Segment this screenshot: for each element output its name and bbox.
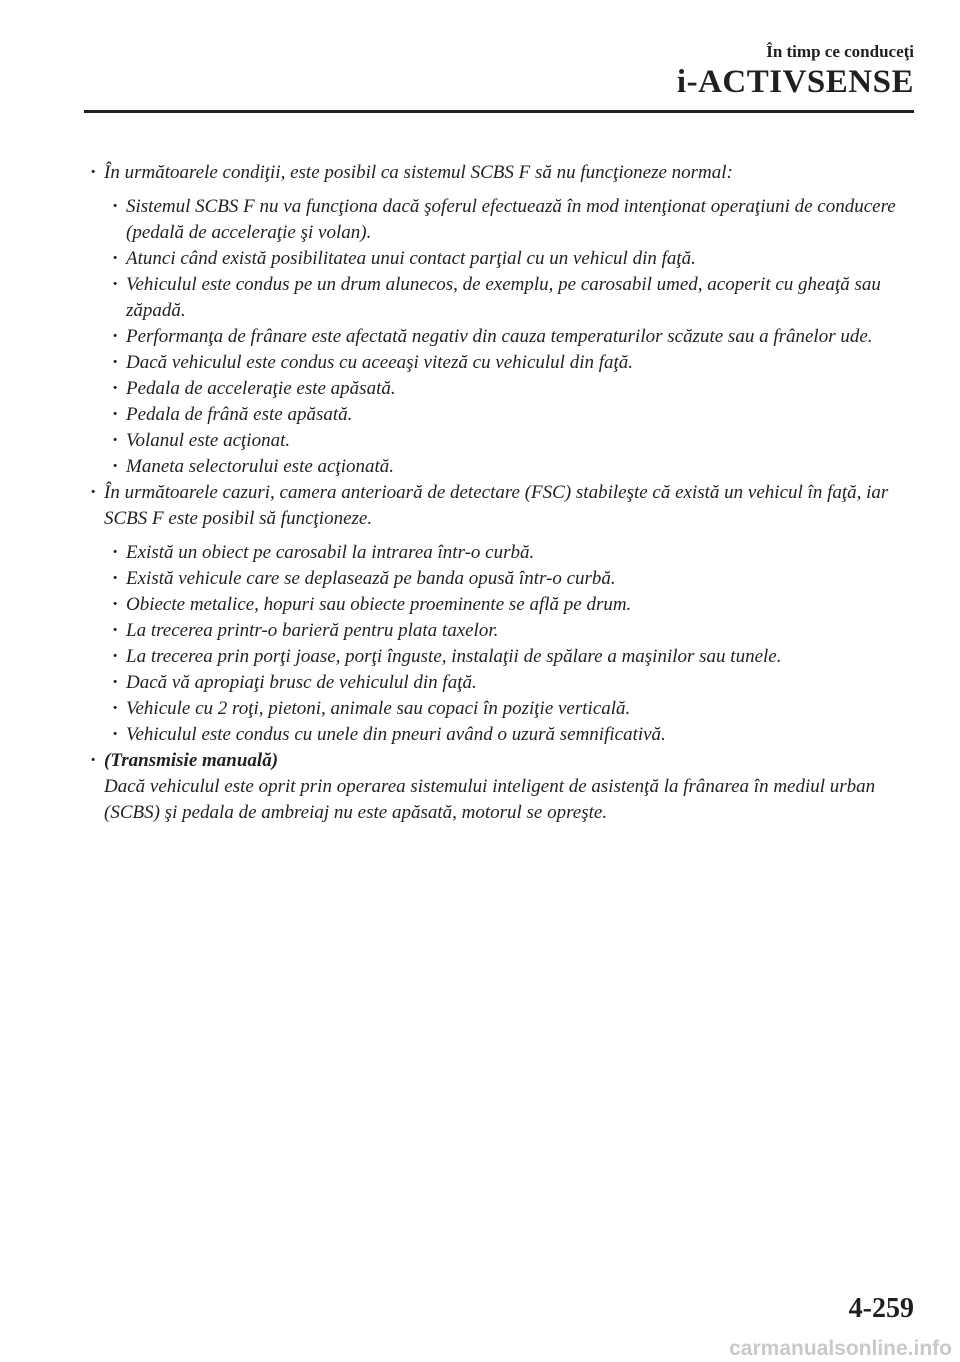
bullet-intro-2: · În următoarele cazuri, camera anterioară de detectare (FSC) stabileşte că există un vehicul în faţă, iar SCBS F este posibil să funcţioneze. [84,480,916,532]
list-item: · La trecerea prin porţi joase, porţi înguste, instalaţii de spălare a maşinilor sau tunele. [84,644,916,670]
section-subtitle: În timp ce conduceţi [766,42,914,61]
cases-list [84,540,916,748]
list-item: · Dacă vehiculul este condus cu aceeaşi viteză cu vehiculul din faţă. [84,350,916,376]
header-divider [84,110,914,113]
conditions-list [84,194,916,480]
list-item: · Obiecte metalice, hopuri sau obiecte proeminente se află pe drum. [84,592,916,618]
manual-transmission-text: Dacă vehiculul este oprit prin operarea sistemului inteligent de asistenţă la frânarea în mediul urban (SCBS) şi pedala de ambreiaj nu este apăsată, motorul se opreşte. [104,776,876,823]
list-item: · Sistemul SCBS F nu va funcţiona dacă şoferul efectuează în mod intenţionat operaţiuni de conducere (pedală de acceleraţie şi volan). [84,194,916,246]
list-item: · Vehiculul este condus pe un drum alunecos, de exemplu, pe carosabil umed, acoperit cu gheaţă sau zăpadă. [84,272,916,324]
list-item: · Vehicule cu 2 roţi, pietoni, animale sau copaci în poziţie verticală. [84,696,916,722]
section-title: i-ACTIVSENSE [676,64,914,100]
list-item: · Există vehicule care se deplasează pe banda opusă într-o curbă. [84,566,916,592]
list-item: · Pedala de acceleraţie este apăsată. [84,376,916,402]
bullet-intro-1: · În următoarele condiţii, este posibil ca sistemul SCBS F să nu funcţioneze normal: [84,160,916,186]
bullet-manual-transmission [84,748,916,826]
list-item: · La trecerea printr-o barieră pentru plata taxelor. [84,618,916,644]
page-number: 4-259 [848,1293,914,1324]
manual-transmission-heading: · (Transmisie manuală) [104,750,279,771]
watermark: carmanualsonline.info [729,1337,952,1360]
list-item: · Există un obiect pe carosabil la intrarea într-o curbă. [84,540,916,566]
list-item: · Pedala de frână este apăsată. [84,402,916,428]
list-item: · Vehiculul este condus cu unele din pneuri având o uzură semnificativă. [84,722,916,748]
list-item: · Dacă vă apropiaţi brusc de vehiculul din faţă. [84,670,916,696]
list-item: · Atunci când există posibilitatea unui contact parţial cu un vehicul din faţă. [84,246,916,272]
list-item: · Performanţa de frânare este afectată negativ din cauza temperaturilor scăzute sau a frânelor ude. [84,324,916,350]
page-content [84,160,916,826]
list-item: · Volanul este acţionat. [84,428,916,454]
list-item: · Maneta selectorului este acţionată. [84,454,916,480]
